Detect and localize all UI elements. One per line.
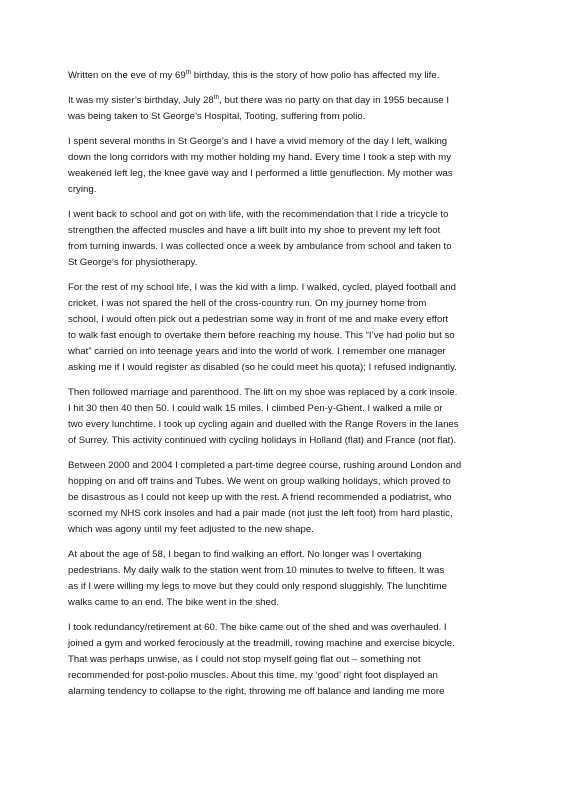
intro-ordinal-suffix: th [185,69,192,76]
paragraph-leaving-hospital: I spent several months in St George’s and I have a vivid memory of the day I left, walking down the long corridors with my mother holding my hand. Every time I took a step with my weakened left leg, the knee gave way and I performed a little genuflection. My mother was crying. [68,136,453,195]
para2-ordinal-suffix: th [213,94,220,101]
para2-text-before: It was my sister’s birthday, July 28 [68,95,214,106]
intro-text-before: Written on the eve of my 69 [68,70,186,81]
intro-text-after: birthday, this is the story of how polio has affected my life. [191,70,440,81]
paragraph-school-life: For the rest of my school life, I was the kid with a limp. I walked, cycled, played football and cricket. I was not spared the hell of the cross-country run. On my journey home from school, I would often pick out a pedestrian some way in front of me and make every effort to walk fast enough to overtake them before reaching my house. This “I’ve had polio but so what” carried on into teenage years and into the world of work. I remember one manager asking me if I would register as disabled (so he could meet his quota); I refused indignantly. [68,282,457,373]
paragraph-degree-course: Between 2000 and 2004 I completed a part-time degree course, rushing around London and hopping on and off trains and Tubes. We went on group walking holidays, which proved to be disastrous as I could not keep up with the rest. A friend recommended a podiatrist, who scorned my NHS cork insoles and had a pair made (not just the left foot) from hard plastic, which was agony until my feet adjusted to the new shape. [68,460,462,535]
paragraph-intro [68,68,494,84]
para2-text-after: , but there was no party on that day in 1955 because I was being taken to St George’s Hospital, Tooting, suffering from polio. [68,95,450,122]
paragraph-hospital [68,93,494,125]
paragraph-back-to-school: I went back to school and got on with life, with the recommendation that I ride a tricycle to strengthen the affected muscles and have a lift built into my shoe to prevent my left foot from turning inwards. I was collected once a week by ambulance from school and taken to St George’s for physiotherapy. [68,209,452,268]
paragraph-retirement: I took redundancy/retirement at 60. The bike came out of the shed and was overhauled. I joined a gym and worked ferociously at the treadmill, rowing machine and exercise bicycle. That was perhaps unwise, as I could not stop myself going flat out – something not recommended for post-polio muscles. About this time, my ‘good’ right foot displayed an alarming tendency to collapse to the right, throwing me off balance and landing me more [68,622,455,697]
paragraph-age-58: At about the age of 58, I began to find walking an effort. No longer was I overtaking pedestrians. My daily walk to the station went from 10 minutes to twelve to fifteen. It was as if I were willing my legs to move but they could only respond sluggishly. The lunchtime walks came to an end. The bike went in the shed. [68,549,447,608]
paragraph-marriage: Then followed marriage and parenthood. The lift on my shoe was replaced by a cork insole. I hit 30 then 40 then 50. I could walk 15 miles. I climbed Pen-y-Ghent. I walked a mile or two every lunchtime. I took up cycling again and duelled with the Range Rovers in the lanes of Surrey. This activity continued with cycling holidays in Holland (flat) and France (not flat). [68,387,459,446]
